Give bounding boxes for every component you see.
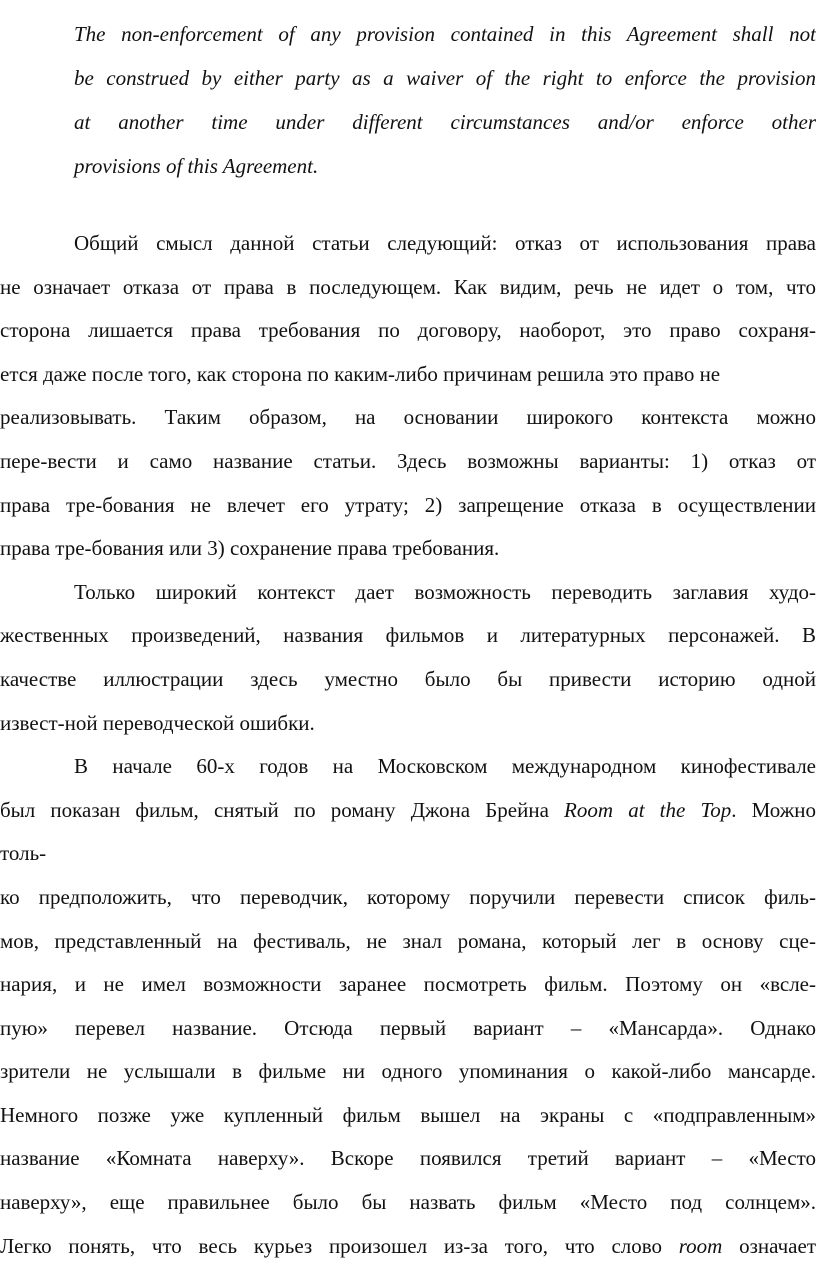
body-text xyxy=(0,222,816,1268)
line-text: означает xyxy=(722,1233,816,1258)
paragraph-line: сторона лишается права требования по договору, наоборот, это право сохраня- xyxy=(0,318,816,343)
paragraph-line xyxy=(0,789,816,833)
line-text: был показан фильм, снятый по роману Джона Брейна xyxy=(0,797,565,822)
paragraph-line: ется даже после того, как сторона по каким-либо причинам решила это право не xyxy=(0,361,721,386)
english-quote xyxy=(74,12,816,188)
paragraph-line: пере-вести и само название статьи. Здесь возможны варианты: 1) отказ от xyxy=(0,448,816,473)
paragraph-line: права тре-бования не влечет его утрату; 2) запрещение отказа в осуществлении xyxy=(0,492,816,517)
quote-line: The non-enforcement of any provision contained in this Agreement shall not xyxy=(74,22,816,46)
line-text: Легко понять, что весь курьез произошел из-за того, что слово xyxy=(0,1233,679,1258)
film-title: Room at the Top xyxy=(564,797,732,822)
paragraph-line: качестве иллюстрации здесь уместно было бы привести историю одной xyxy=(0,666,816,691)
paragraph-line: извест-ной переводческой ошибки. xyxy=(0,710,315,735)
quote-line: provisions of this Agreement. xyxy=(74,154,319,178)
line-text: . Можно xyxy=(731,797,816,822)
paragraph-line: наверху», еще правильнее было бы назвать фильм «Место под солнцем». xyxy=(0,1190,816,1215)
paragraph-line: права тре-бования или 3) сохранение права требования. xyxy=(0,536,500,561)
paragraph-line: ко предположить, что переводчик, которому поручили перевести список филь- xyxy=(0,884,816,909)
paragraph-line: не означает отказа от права в последующем. Как видим, речь не идет о том, что xyxy=(0,274,816,299)
quote-line: at another time under different circumstances and/or enforce other xyxy=(74,110,816,134)
paragraph-line: реализовывать. Таким образом, на основании широкого контекста можно xyxy=(0,405,816,430)
quote-line: be construed by either party as a waiver of the right to enforce the provision xyxy=(74,66,816,90)
paragraph-line: название «Комната наверху». Вскоре появился третий вариант – «Место xyxy=(0,1146,816,1171)
word-room: room xyxy=(678,1233,723,1258)
paragraph-line: нария, и не имел возможности заранее посмотреть фильм. Поэтому он «всле- xyxy=(0,972,816,997)
paragraph-line: мов, представленный на фестиваль, не знал романа, который лег в основу сце- xyxy=(0,928,816,953)
paragraph-line: жественных произведений, названия фильмов и литературных персонажей. В xyxy=(0,623,816,648)
paragraph-line: толь- xyxy=(0,841,47,866)
paragraph-line: Общий смысл данной статьи следующий: отказ от использования права xyxy=(74,231,816,255)
paragraph-line: Только широкий контекст дает возможность переводить заглавия худо- xyxy=(74,579,816,604)
paragraph-line: зрители не услышали в фильме ни одного упоминания о какой-либо мансарде. xyxy=(0,1059,816,1084)
paragraph-line: В начале 60-х годов на Московском международном кинофестивале xyxy=(74,754,816,779)
paragraph-line: пую» перевел название. Отсюда первый вариант – «Мансарда». Однако xyxy=(0,1015,816,1040)
paragraph-line xyxy=(0,1225,816,1268)
paragraph-line: Немного позже уже купленный фильм вышел на экраны с «подправленным» xyxy=(0,1102,816,1127)
